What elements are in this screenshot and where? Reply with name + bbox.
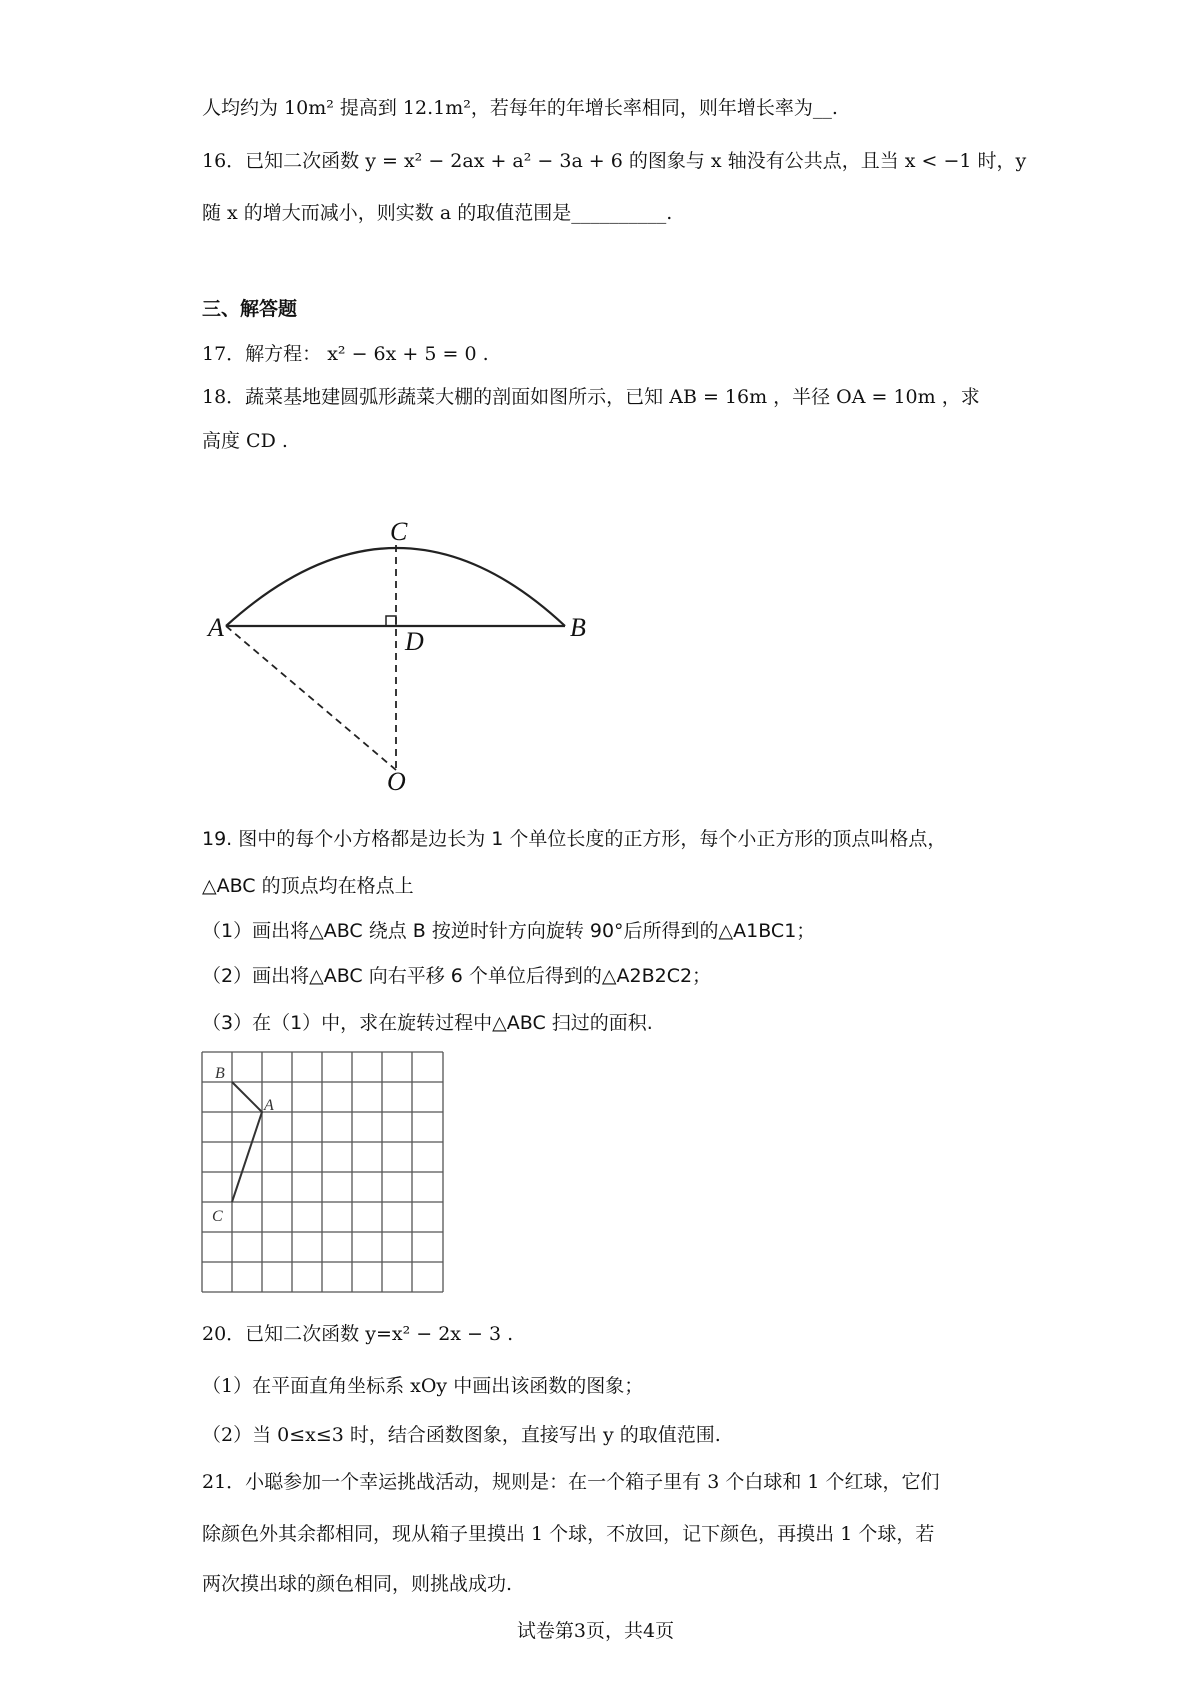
q18-line2: 高度 CD . <box>202 430 288 452</box>
q16-line2: 随 x 的增大而减小，则实数 a 的取值范围是__________. <box>202 202 673 224</box>
q20-part2: （2）当 0≤x≤3 时，结合函数图象，直接写出 y 的取值范围. <box>202 1424 721 1446</box>
q17-line: 17．解方程： x² − 6x + 5 = 0 . <box>202 343 489 365</box>
q21-line3: 两次摸出球的颜色相同，则挑战成功. <box>202 1573 513 1595</box>
q21-line2: 除颜色外其余都相同，现从箱子里摸出 1 个球，不放回，记下颜色，再摸出 1 个球，若 <box>202 1523 935 1545</box>
right-angle-mark <box>386 616 396 626</box>
q19-part3: （3）在（1）中，求在旋转过程中△ABC 扫过的面积. <box>202 1012 653 1034</box>
q19-line1: 19. 图中的每个小方格都是边长为 1 个单位长度的正方形，每个小正方形的顶点叫格点， <box>202 828 947 850</box>
q19-part2: （2）画出将△ABC 向右平移 6 个单位后得到的△A2B2C2； <box>202 965 712 987</box>
grid-label-b: B <box>215 1065 225 1082</box>
grid-figure <box>200 1048 445 1298</box>
label-b: B <box>570 613 586 642</box>
arc-figure <box>195 505 605 800</box>
page-footer: 试卷第3页，共4页 <box>516 1620 675 1642</box>
label-a: A <box>208 613 224 642</box>
label-d: D <box>405 627 424 656</box>
q21-line1: 21．小聪参加一个幸运挑战活动，规则是：在一个箱子里有 3 个白球和 1 个红球，它们 <box>202 1471 940 1493</box>
q20-part1: （1）在平面直角坐标系 xOy 中画出该函数的图象； <box>202 1375 644 1397</box>
q16-line1: 16．已知二次函数 y = x² − 2ax + a² − 3a + 6 的图象与 x 轴没有公共点，且当 x < −1 时，y <box>202 150 1027 172</box>
grid-label-a: A <box>264 1097 274 1114</box>
q15-continuation: 人均约为 10m² 提高到 12.1m²，若每年的年增长率相同，则年增长率为__. <box>202 97 838 119</box>
segment-ao <box>226 626 396 770</box>
grid-label-c: C <box>212 1208 223 1225</box>
q18-line1: 18．蔬菜基地建圆弧形蔬菜大棚的剖面如图所示，已知 AB = 16m ，半径 OA = 10m ，求 <box>202 386 980 408</box>
q19-line2: △ABC 的顶点均在格点上 <box>202 875 414 897</box>
section-heading: 三、解答题 <box>202 298 298 320</box>
label-o: O <box>387 767 406 796</box>
q19-part1: （1）画出将△ABC 绕点 B 按逆时针方向旋转 90°后所得到的△A1BC1； <box>202 920 816 942</box>
label-c: C <box>390 517 408 546</box>
q20-line: 20．已知二次函数 y=x² − 2x − 3 . <box>202 1323 514 1345</box>
